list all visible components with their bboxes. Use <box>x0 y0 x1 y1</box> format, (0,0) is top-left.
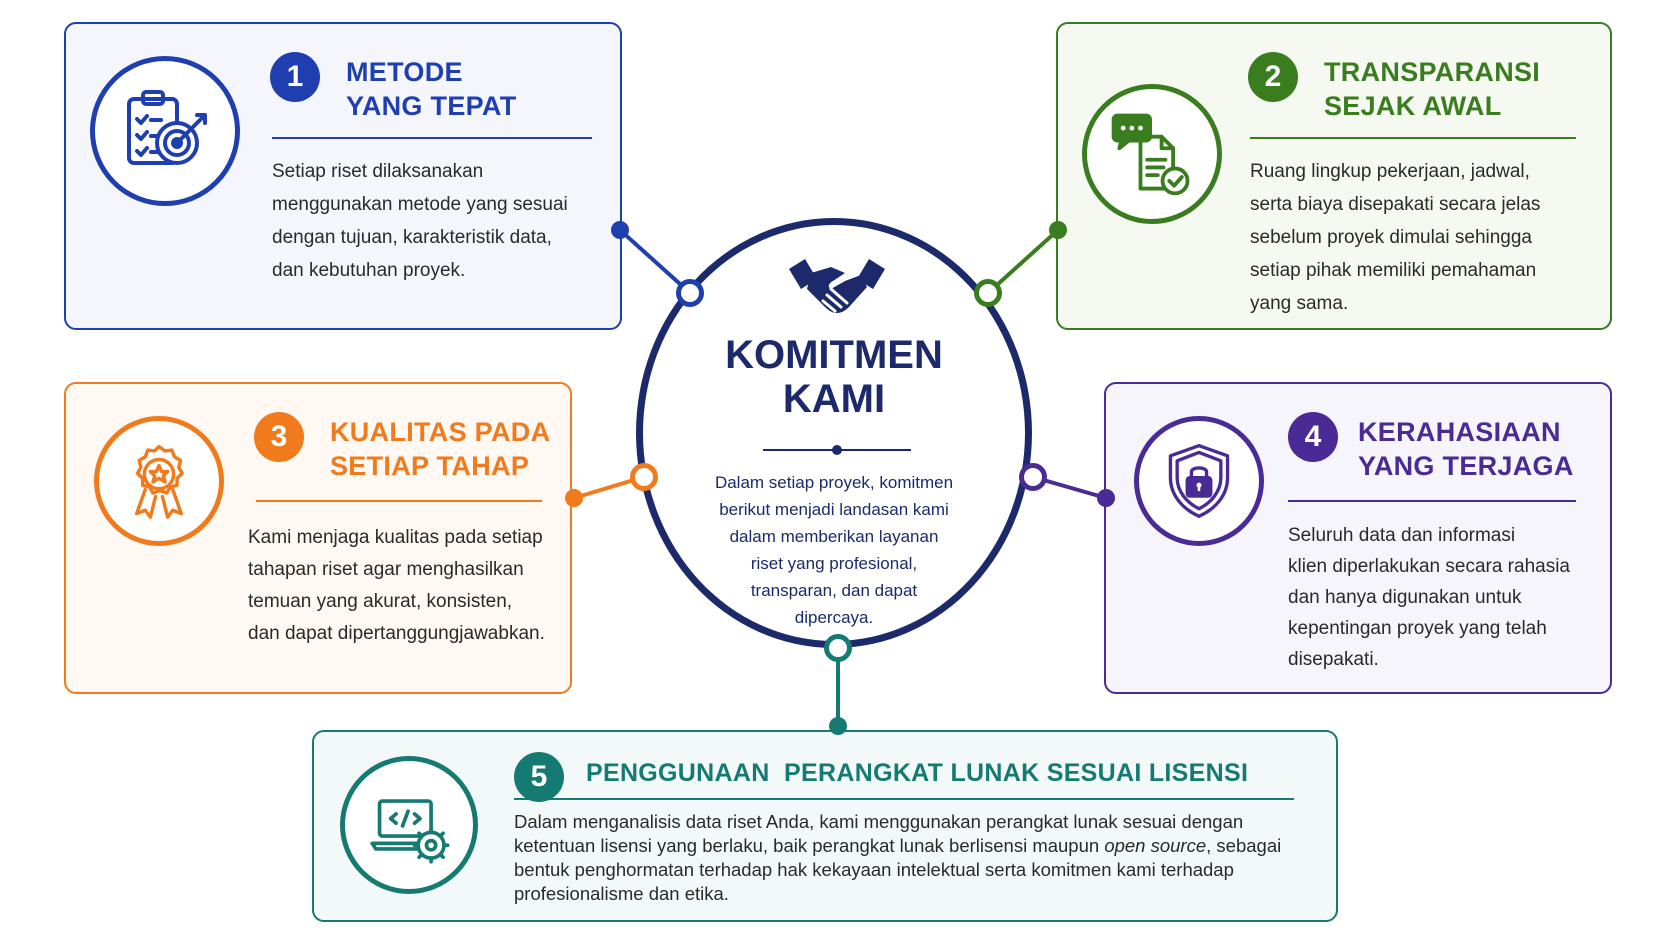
laptop-code-gear-icon <box>340 756 478 894</box>
center-title: KOMITMEN KAMI <box>725 333 943 421</box>
card-number-badge: 5 <box>514 752 564 802</box>
card-description: Ruang lingkup pekerjaan, jadwal, serta biaya disepakati secara jelas sebelum proyek dimulai sehingga setiap pihak memiliki pemahaman yang sama. <box>1250 161 1541 314</box>
clipboard-target-icon <box>90 56 240 206</box>
card-title: KERAHASIAAN YANG TERJAGA <box>1358 417 1574 481</box>
card-title: TRANSPARANSI SEJAK AWAL <box>1324 57 1541 121</box>
card-description: Setiap riset dilaksanakan menggunakan metode yang sesuai dengan tujuan, karakteristik data, dan kebutuhan proyek. <box>272 161 568 281</box>
divider <box>514 798 1294 800</box>
connector-ring-4 <box>1019 463 1047 491</box>
card-title: KUALITAS PADA SETIAP TAHAP <box>330 417 551 481</box>
connector-dot-3 <box>565 489 583 507</box>
card-transparansi <box>1056 22 1612 330</box>
chat-document-check-icon <box>1082 84 1222 224</box>
connector-ring-3 <box>630 463 658 491</box>
center-divider-dot <box>832 445 842 455</box>
handshake-icon <box>787 253 887 329</box>
divider <box>1250 137 1576 139</box>
award-ribbon-icon <box>94 416 224 546</box>
card-description: Dalam menganalisis data riset Anda, kami menggunakan perangkat lunak sesuai dengan ketentuan lisensi yang berlaku, baik perangkat lunak berlisensi maupun open source, sebagai bentuk penghormatan terhadap hak kekayaan intelektual serta komitmen kami terhadap profesionalisme dan etika. <box>514 811 1282 904</box>
card-number-badge: 4 <box>1288 412 1338 462</box>
card-metode <box>64 22 622 330</box>
card-number-badge: 2 <box>1248 52 1298 102</box>
connector-ring-5 <box>824 634 852 662</box>
divider <box>1288 500 1576 502</box>
card-perangkat-lunak <box>312 730 1338 922</box>
card-number-badge: 1 <box>270 52 320 102</box>
card-number-badge: 3 <box>254 412 304 462</box>
card-description: Seluruh data dan informasi klien diperlakukan secara rahasia dan hanya digunakan untuk kepentingan proyek yang telah disepakati. <box>1288 525 1570 670</box>
divider <box>272 137 592 139</box>
connector-dot-2 <box>1049 221 1067 239</box>
card-title: METODE YANG TEPAT <box>346 57 517 121</box>
connector-dot-4 <box>1097 489 1115 507</box>
center-description: Dalam setiap proyek, komitmen berikut menjadi landasan kami dalam memberikan layanan riset yang profesional, transparan, dan dapat dipercaya. <box>714 473 954 627</box>
divider <box>256 500 542 502</box>
card-kualitas <box>64 382 572 694</box>
connector-dot-1 <box>611 221 629 239</box>
card-kerahasiaan <box>1104 382 1612 694</box>
connector-ring-2 <box>974 279 1002 307</box>
shield-lock-icon <box>1134 416 1264 546</box>
card-description: Kami menjaga kualitas pada setiap tahapan riset agar menghasilkan temuan yang akurat, konsisten, dan dapat dipertanggungjawabkan. <box>248 527 545 644</box>
connector-ring-1 <box>676 279 704 307</box>
connector-dot-5 <box>829 717 847 735</box>
card-title: PENGGUNAAN PERANGKAT LUNAK SESUAI LISENSI <box>586 759 1249 787</box>
